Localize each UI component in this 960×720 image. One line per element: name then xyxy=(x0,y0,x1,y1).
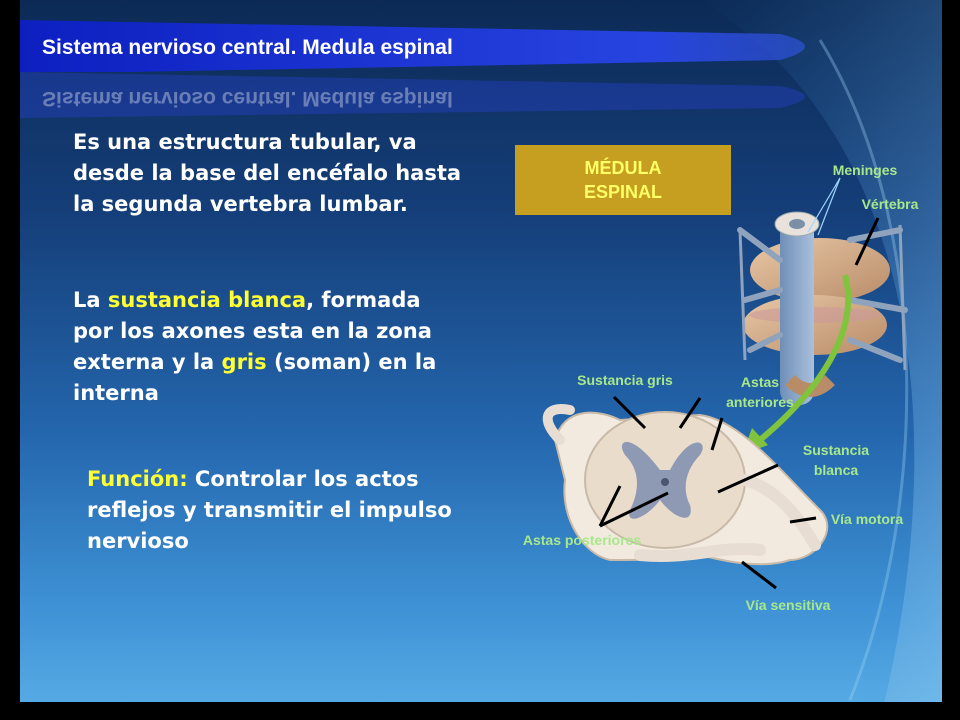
medula-espinal-label: MÉDULA ESPINAL xyxy=(583,158,662,202)
bottom-frame xyxy=(0,702,960,720)
paragraph-function xyxy=(87,464,487,557)
label-via-motora: Vía motora xyxy=(830,511,904,527)
label-astas-anteriores: Astas anteriores xyxy=(726,374,794,410)
highlight-gris: gris xyxy=(221,350,267,374)
function-text: Controlar los actos reflejos y transmitir el impulso nervioso xyxy=(87,467,452,553)
function-label: Función: xyxy=(87,467,188,491)
slide-title: Sistema nervioso central. Medula espinal xyxy=(42,36,453,59)
medula-espinal-box xyxy=(515,145,731,215)
composition-text-3: (soman) en la interna xyxy=(73,350,437,405)
label-sustancia-gris: Sustancia gris xyxy=(577,372,673,388)
label-vertebra: Vértebra xyxy=(861,196,919,212)
left-frame xyxy=(0,0,20,720)
composition-text-2: , formada por los axones esta en la zona externa y la xyxy=(73,288,432,374)
right-frame xyxy=(942,0,960,720)
slide-title-reflection: Sistema nervioso central. Medula espinal xyxy=(42,87,453,110)
highlight-sustancia-blanca: sustancia blanca xyxy=(107,288,307,312)
label-astas-posteriores: Astas posteriores xyxy=(522,532,642,548)
label-via-sensitiva: Vía sensitiva xyxy=(745,597,831,613)
paragraph-structure: Es una estructura tubular, va desde la base del encéfalo hasta la segunda vertebra lumbar. xyxy=(73,130,462,216)
label-meninges: Meninges xyxy=(832,162,898,178)
label-sustancia-blanca: Sustancia blanca xyxy=(802,442,870,478)
composition-text-1: La xyxy=(73,288,108,312)
paragraph-composition xyxy=(73,285,463,409)
